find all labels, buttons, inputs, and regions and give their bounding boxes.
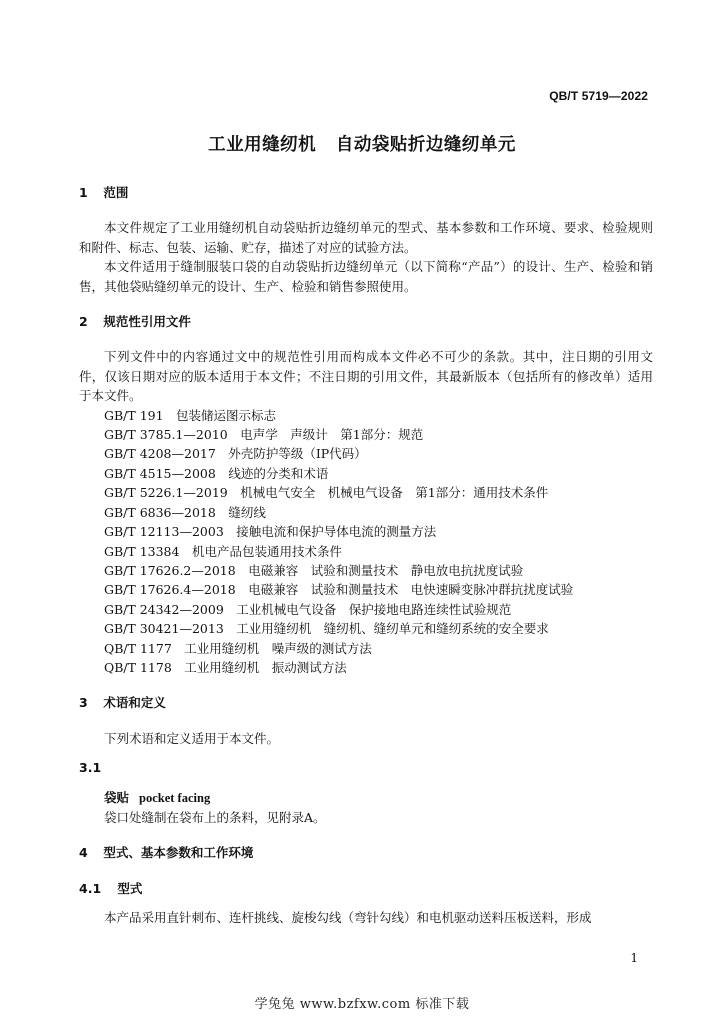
subsection-heading-type [79,879,653,898]
reference-item: GB/T 13384 机电产品包装通用技术条件 [104,543,342,559]
section-heading-scope [79,183,653,202]
section-heading-types [79,843,653,862]
document-body [79,183,653,928]
reference-item: GB/T 191 包装储运图示标志 [104,407,277,423]
paragraph: 本文件规定了工业用缝纫机自动袋贴折边缝纫单元的型式、基本参数和工作环境、要求、检验规则和附件、标志、包装、运输、贮存，描述了对应的试验方法。 [79,220,653,255]
reference-item: GB/T 17626.4—2018 电磁兼容 试验和测量技术 电快速瞬变脉冲群抗扰度试验 [104,582,574,598]
reference-item: GB/T 4208—2017 外壳防护等级（IP代码） [104,446,367,462]
term-number: 3.1 [79,760,102,776]
subsection-title: 型式 [117,880,143,896]
section-title: 型式、基本参数和工作环境 [103,845,254,861]
paragraph: 本产品采用直针刺布、连杆挑线、旋梭勾线（弯针勾线）和电机驱动送料压板送料，形成 [104,910,592,926]
document-title: 工业用缝纫机 自动袋贴折边缝纫单元 [208,135,516,155]
term-english: pocket facing [139,790,211,805]
page-number: 1 [630,951,638,965]
subsection-number: 4.1 [79,880,102,896]
term-definition: 袋口处缝制在袋布上的条料，见附录A。 [104,809,326,825]
reference-item: GB/T 3785.1—2010 电声学 声级计 第1部分：规范 [104,427,424,443]
reference-item: GB/T 30421—2013 工业用缝纫机 缝纫机、缝纫单元和缝纫系统的安全要求 [104,621,549,637]
section-number: 1 [79,185,88,200]
term-chinese: 袋贴 [104,789,130,805]
section-number: 3 [79,695,88,711]
watermark-text: 学兔兔 www.bzfxw.com 标准下载 [254,997,470,1012]
reference-item: GB/T 12113—2003 接触电流和保护导体电流的测量方法 [104,524,437,540]
reference-item: GB/T 4515—2008 线迹的分类和术语 [104,465,329,481]
section-number: 2 [79,314,88,330]
reference-item: GB/T 24342—2009 工业机械电气设备 保护接地电路连续性试验规范 [104,601,512,617]
reference-item: GB/T 6836—2018 缝纫线 [104,504,266,520]
section-heading-terms [79,693,653,712]
reference-item: QB/T 1178 工业用缝纫机 振动测试方法 [104,659,347,675]
section-title: 术语和定义 [103,695,166,711]
reference-item: QB/T 1177 工业用缝纫机 噪声级的测试方法 [104,640,372,656]
paragraph: 下列文件中的内容通过文中的规范性引用而构成本文件必不可少的条款。其中，注日期的引用文件，仅该日期对应的版本适用于本文件；不注日期的引用文件，其最新版本（包括所有的修改单）适用于本文件。 [79,349,653,404]
term-entry [79,788,653,808]
reference-list [79,406,653,678]
reference-item: GB/T 17626.2—2018 电磁兼容 试验和测量技术 静电放电抗扰度试验 [104,562,524,578]
section-heading-normative-references [79,312,653,331]
section-number: 4 [79,845,88,861]
reference-item: GB/T 5226.1—2019 机械电气安全 机械电气设备 第1部分：通用技术条件 [104,485,549,501]
paragraph: 下列术语和定义适用于本文件。 [104,730,280,746]
document-code: QB/T 5719—2022 [549,89,648,103]
section-title: 范围 [103,185,129,200]
section-title: 规范性引用文件 [103,314,191,330]
paragraph: 本文件适用于缝制服装口袋的自动袋贴折边缝纫单元（以下简称“产品”）的设计、生产、检验和销售，其他袋贴缝纫单元的设计、生产、检验和销售参照使用。 [79,259,653,294]
